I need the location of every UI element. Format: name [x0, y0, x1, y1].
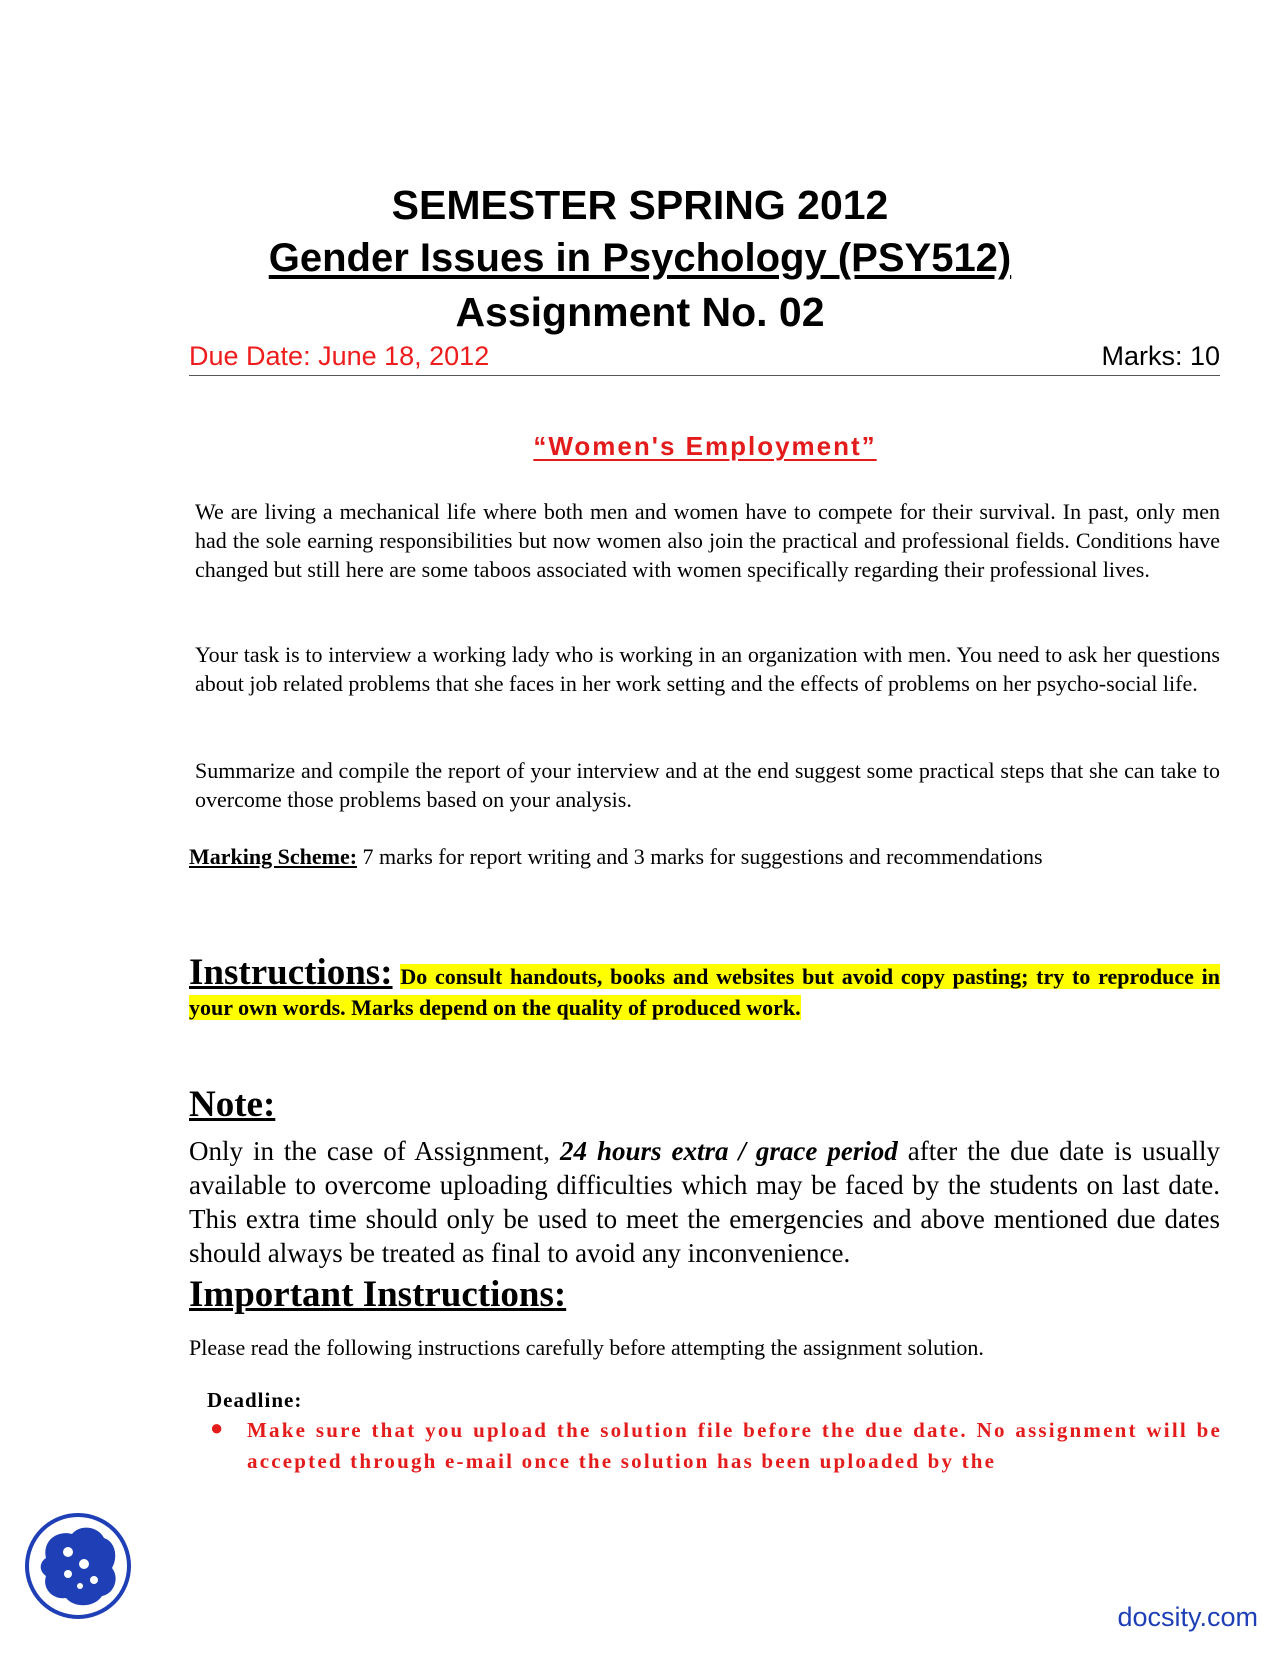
marking-scheme [189, 842, 1043, 871]
summary-paragraph: Summarize and compile the report of your interview and at the end suggest some practical steps that she can take to overcome those problems based on your analysis. [195, 758, 1220, 812]
assignment-title: Assignment No. 02 [455, 289, 825, 335]
deadline-label: Deadline: [207, 1388, 303, 1412]
task-paragraph: Your task is to interview a working lady who is working in an organization with men. You need to ask her questions about job related problems that she faces in her work setting and the effects of problems on her psycho-social life. [195, 642, 1220, 696]
note-paragraph [189, 1134, 1220, 1270]
note-text-before: Only in the case of Assignment, [189, 1136, 560, 1166]
note-heading: Note: [189, 1084, 276, 1125]
due-date: Due Date: June 18, 2012 [189, 341, 490, 371]
deadline-bullet-text: Make sure that you upload the solution file before the due date. No assignment will be accepted through e-mail once the solution has been uploaded by the [247, 1418, 1222, 1473]
marking-scheme-text: 7 marks for report writing and 3 marks for suggestions and recommendations [357, 844, 1043, 869]
important-instructions-heading: Important Instructions: [189, 1274, 567, 1315]
course-title: Gender Issues in Psychology (PSY512) [268, 236, 1012, 280]
docsity-brand-link[interactable]: docsity.com [1117, 1602, 1258, 1632]
marking-scheme-label: Marking Scheme: [189, 844, 358, 869]
semester-title: SEMESTER SPRING 2012 [391, 182, 889, 228]
note-text-after: after the due date is usually available to overcome uploading difficulties which may be faced by the students on last date. This extra time should only be used to meet the emergencies and above mentioned due dates should always be treated as final to avoid any inconvenience. [189, 1136, 1220, 1268]
instructions-highlight-text: Do consult handouts, books and websites but avoid copy pasting; try to reproduce in your own words. Marks depend on the quality of produced work. [189, 964, 1221, 1020]
topic-text: “Women's Employment” [533, 431, 877, 461]
topic-heading [0, 430, 1280, 462]
instructions-heading: Instructions: [189, 952, 393, 993]
intro-paragraph: We are living a mechanical life where both men and women have to compete for their survival. In past, only men had the sole earning responsibilities but now women also join the practical and professional fields. Conditions have changed but still here are some taboos associated with women specifically regarding their professional lives. [195, 499, 1220, 582]
docsity-logo-icon [24, 1512, 132, 1620]
header-divider [189, 375, 1220, 376]
instructions-block [189, 952, 1221, 1023]
note-emphasis: 24 hours extra / grace period [559, 1136, 898, 1166]
bullet-icon: ● [210, 1415, 224, 1440]
total-marks: Marks: 10 [1101, 341, 1220, 371]
important-intro: Please read the following instructions carefully before attempting the assignment solution. [189, 1335, 984, 1360]
